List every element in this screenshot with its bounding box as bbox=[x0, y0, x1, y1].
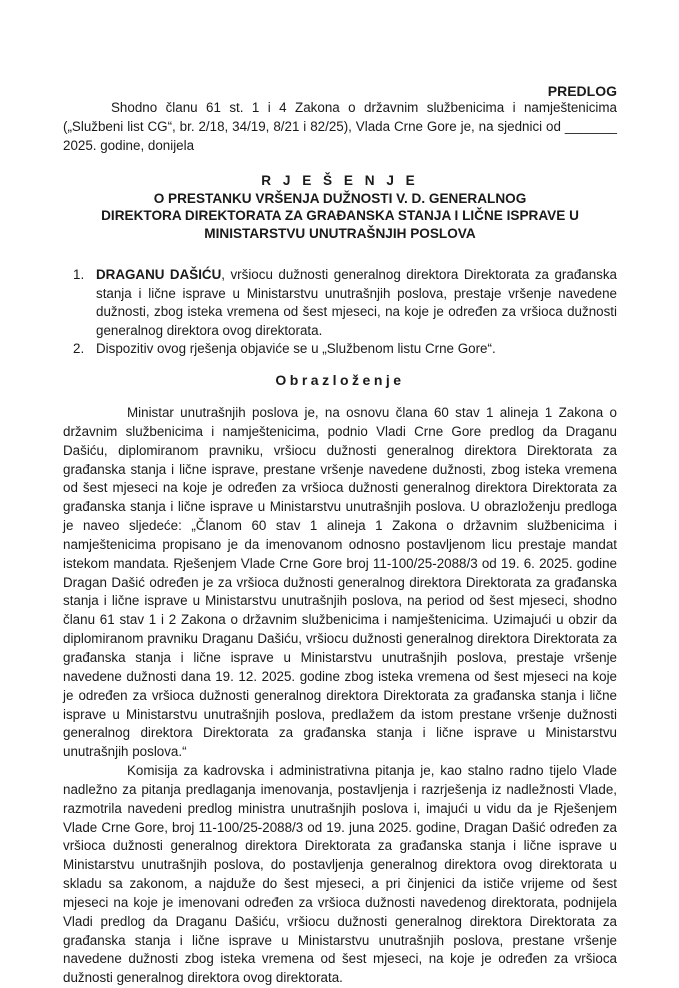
title-line-1: R J E Š E N J E bbox=[261, 173, 419, 188]
item-number: 2. bbox=[73, 341, 85, 356]
proposal-label: PREDLOG bbox=[547, 83, 617, 99]
explanation-paragraph: Ministar unutrašnjih poslova je, na osnovu člana 60 stav 1 alineja 1 Zakona o državnim službenicima i namještenicima, podnio Vladi Crne Gore predlog da Draganu Dašiću, diplomiranom pravniku, vršiocu dužnosti generalnog direktora Direktorata za građanska stanja i lične isprave, prestane vršenje navedene dužnosti, zbog isteka vremena od šest mjeseci na koje je određen za vršioca dužnosti generalnog direktora Direktorata za građanska stanja i lične isprave u Ministarstvu unutrašnjih poslova. U obrazloženju predloga je naveo sljedeće: „Članom 60 stav 1 alineja 1 Zakona o državnim službenicima i namještenicima propisano je da imenovanom odnosno postavljenom licu prestaje mandat istekom mandata. Rješenjem Vlade Crne Gore broj 11-100/25-2088/3 od 19. 6. 2025. godine Dragan Dašić određen je za vršioca dužnosti generalnog direktora Direktorata za građanska stanja i lične isprave u Ministarstvu unutrašnjih poslova, na period od šest mjeseci, shodno članu 61 stav 1 i 2 Zakona o državnim službenicima i namještenicima. Uzimajući u obzir da diplomiranom pravniku Draganu Dašiću, vršiocu dužnosti generalnog direktora Direktorata za građanska stanja i lične isprave u Ministarstvu unutrašnjih poslova, prestaje vršenje navedene dužnosti dana 19. 12. 2025. godine zbog isteka vremena od šest mjeseci na koje je određen za vršioca dužnosti generalnog direktora Direktorata za građanska stanja i lične isprave u Ministarstvu unutrašnjih poslova, predlažem da istom prestane vršenje dužnosti generalnog direktora Direktorata za građanska stanja i lične isprave u Ministarstvu unutrašnjih poslova.“ bbox=[63, 405, 617, 760]
intro-paragraph bbox=[63, 98, 617, 155]
explanation-paragraph: Komisija za kadrovska i administrativna pitanja je, kao stalno radno tijelo Vlade nadležno za pitanja predlaganja imenovanja, postavljenja i razrješenja iz nadležnosti Vlade, razmotrila navedeni predlog ministra unutrašnjih poslova i, imajući u vidu da je Rješenjem Vlade Crne Gore, broj 11-100/25-2088/3 od 19. juna 2025. godine, Dragan Dašić određen za vršioca dužnosti generalnog direktora Direktorata za građanska stanja i lične isprave u Ministarstvu unutrašnjih poslova, do postavljenja generalnog direktora ovog direktorata u skladu sa zakonom, a najduže do šest mjeseci, a pri činjenici da ističe vrijeme od šest mjeseci na koje je imenovani određen za vršioca dužnosti navedenog direktorata, podnijela Vladi predlog da Draganu Dašiću, vršiocu dužnosti generalnog direktora Direktorata za građanska stanja i lične isprave u Ministarstvu unutrašnjih poslova, prestane vršenje navedene dužnosti zbog isteka vremena od šest mjeseci, na koje je određen za vršioca dužnosti generalnog direktora ovog direktorata. bbox=[63, 763, 617, 986]
title-line-2: O PRESTANKU VRŠENJA DUŽNOSTI V. D. GENERALNOG bbox=[153, 190, 527, 206]
title-line-3: DIREKTORA DIREKTORATA ZA GRAĐANSKA STANJA I LIČNE ISPRAVE U bbox=[101, 208, 579, 223]
item-bold-name: DRAGANU DAŠIĆU bbox=[96, 267, 222, 282]
explanation-body bbox=[63, 404, 617, 988]
title-line-4: MINISTARSTVU UNUTRAŠNJIH POSLOVA bbox=[204, 225, 476, 241]
item-text: DRAGANU DAŠIĆU, vršiocu dužnosti generalnog direktora Direktorata za građanska stanja i lične isprave u Ministarstvu unutrašnjih poslova, prestaje vršenje navedene dužnosti, zbog isteka vremena od šest mjeseci, na koje je određen za vršioca dužnosti generalnog direktora ovog direktorata. bbox=[96, 267, 617, 338]
intro-text: Shodno članu 61 st. 1 i 4 Zakona o državnim službenicima i namještenicima („Službeni list CG“, br. 2/18, 34/19, 8/21 i 82/25), Vlada Crne Gore je, na sjednici od _______ 2025. godine, donijela bbox=[63, 100, 617, 153]
list-item bbox=[73, 266, 617, 340]
item-number: 1. bbox=[73, 267, 85, 282]
explanation-heading: Obrazloženje bbox=[275, 372, 405, 388]
decision-items bbox=[73, 266, 617, 359]
list-item bbox=[73, 340, 617, 359]
item-text: Dispozitiv ovog rješenja objaviće se u „Službenom listu Crne Gore“. bbox=[96, 341, 496, 356]
decision-title bbox=[63, 172, 617, 242]
